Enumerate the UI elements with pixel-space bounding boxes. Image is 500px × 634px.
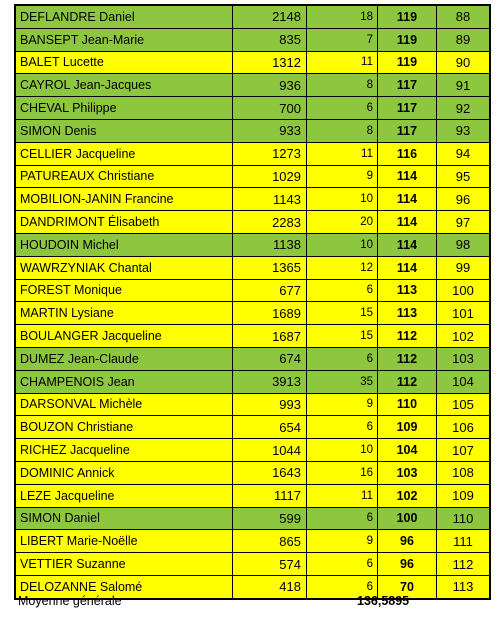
score-cell: 114 — [378, 256, 437, 279]
count-cell: 6 — [307, 575, 378, 598]
table-row — [15, 211, 490, 234]
rank-cell: 97 — [437, 211, 491, 234]
rank-cell: 96 — [437, 188, 491, 211]
table-row — [15, 393, 490, 416]
rank-cell: 90 — [437, 51, 491, 74]
rank-cell: 104 — [437, 370, 491, 393]
player-name-cell: BANSEPT Jean-Marie — [15, 28, 233, 51]
score-cell: 100 — [378, 507, 437, 530]
total-cell: 599 — [233, 507, 307, 530]
table-row — [15, 97, 490, 120]
table-row — [15, 302, 490, 325]
score-cell: 103 — [378, 461, 437, 484]
score-cell: 70 — [378, 575, 437, 598]
table-row — [15, 51, 490, 74]
player-name-cell: VETTIER Suzanne — [15, 553, 233, 576]
count-cell: 12 — [307, 256, 378, 279]
total-cell: 993 — [233, 393, 307, 416]
total-cell: 1689 — [233, 302, 307, 325]
total-cell: 1029 — [233, 165, 307, 188]
player-name-cell: CAYROL Jean-Jacques — [15, 74, 233, 97]
player-name-cell: PATUREAUX Christiane — [15, 165, 233, 188]
player-name-cell: SIMON Daniel — [15, 507, 233, 530]
player-name-cell: BALET Lucette — [15, 51, 233, 74]
player-name-cell: DUMEZ Jean-Claude — [15, 347, 233, 370]
player-name-cell: CELLIER Jacqueline — [15, 142, 233, 165]
total-cell: 677 — [233, 279, 307, 302]
player-name-cell: DOMINIC Annick — [15, 461, 233, 484]
total-cell: 574 — [233, 553, 307, 576]
score-cell: 96 — [378, 530, 437, 553]
rank-cell: 109 — [437, 484, 491, 507]
table-row — [15, 325, 490, 348]
count-cell: 9 — [307, 530, 378, 553]
table-row — [15, 188, 490, 211]
total-cell: 1365 — [233, 256, 307, 279]
count-cell: 6 — [307, 347, 378, 370]
total-cell: 2283 — [233, 211, 307, 234]
rank-cell: 91 — [437, 74, 491, 97]
table-row — [15, 142, 490, 165]
score-cell: 112 — [378, 325, 437, 348]
rank-cell: 95 — [437, 165, 491, 188]
count-cell: 6 — [307, 553, 378, 576]
table-row — [15, 165, 490, 188]
score-cell: 114 — [378, 211, 437, 234]
total-cell: 1143 — [233, 188, 307, 211]
total-cell: 674 — [233, 347, 307, 370]
table-row — [15, 507, 490, 530]
rank-cell: 99 — [437, 256, 491, 279]
count-cell: 15 — [307, 302, 378, 325]
score-cell: 119 — [378, 28, 437, 51]
count-cell: 6 — [307, 279, 378, 302]
player-name-cell: WAWRZYNIAK Chantal — [15, 256, 233, 279]
count-cell: 7 — [307, 28, 378, 51]
total-cell: 1117 — [233, 484, 307, 507]
player-name-cell: MOBILION-JANIN Francine — [15, 188, 233, 211]
total-cell: 936 — [233, 74, 307, 97]
score-cell: 116 — [378, 142, 437, 165]
total-cell: 1044 — [233, 439, 307, 462]
total-cell: 933 — [233, 119, 307, 142]
score-cell: 114 — [378, 165, 437, 188]
player-name-cell: LIBERT Marie-Noëlle — [15, 530, 233, 553]
player-name-cell: HOUDOIN Michel — [15, 233, 233, 256]
table-row — [15, 233, 490, 256]
rank-cell: 110 — [437, 507, 491, 530]
table-row — [15, 370, 490, 393]
count-cell: 20 — [307, 211, 378, 234]
table-row — [15, 347, 490, 370]
average-value: 136,5895 — [357, 594, 410, 608]
total-cell: 865 — [233, 530, 307, 553]
score-cell: 117 — [378, 97, 437, 120]
count-cell: 16 — [307, 461, 378, 484]
rank-cell: 108 — [437, 461, 491, 484]
count-cell: 6 — [307, 97, 378, 120]
table-row — [15, 74, 490, 97]
player-name-cell: DELOZANNE Salomé — [15, 575, 233, 598]
table-row — [15, 5, 490, 28]
table-row — [15, 28, 490, 51]
count-cell: 35 — [307, 370, 378, 393]
rank-cell: 105 — [437, 393, 491, 416]
ranking-table — [14, 4, 491, 600]
count-cell: 8 — [307, 119, 378, 142]
count-cell: 6 — [307, 507, 378, 530]
rank-cell: 106 — [437, 416, 491, 439]
score-cell: 102 — [378, 484, 437, 507]
score-cell: 113 — [378, 279, 437, 302]
rank-cell: 88 — [437, 5, 491, 28]
rank-cell: 112 — [437, 553, 491, 576]
count-cell: 9 — [307, 165, 378, 188]
rank-cell: 100 — [437, 279, 491, 302]
count-cell: 15 — [307, 325, 378, 348]
count-cell: 11 — [307, 51, 378, 74]
average-label: Moyenne générale — [18, 594, 122, 608]
rank-cell: 113 — [437, 575, 491, 598]
player-name-cell: MARTIN Lysiane — [15, 302, 233, 325]
rank-cell: 103 — [437, 347, 491, 370]
player-name-cell: CHAMPENOIS Jean — [15, 370, 233, 393]
score-cell: 113 — [378, 302, 437, 325]
rank-cell: 89 — [437, 28, 491, 51]
table-row — [15, 119, 490, 142]
total-cell: 1687 — [233, 325, 307, 348]
count-cell: 8 — [307, 74, 378, 97]
player-name-cell: RICHEZ Jacqueline — [15, 439, 233, 462]
total-cell: 700 — [233, 97, 307, 120]
table-row — [15, 416, 490, 439]
score-cell: 96 — [378, 553, 437, 576]
total-cell: 418 — [233, 575, 307, 598]
score-cell: 114 — [378, 233, 437, 256]
score-cell: 117 — [378, 74, 437, 97]
rank-cell: 101 — [437, 302, 491, 325]
count-cell: 10 — [307, 188, 378, 211]
player-name-cell: DEFLANDRE Daniel — [15, 5, 233, 28]
total-cell: 1273 — [233, 142, 307, 165]
ranking-body — [15, 5, 490, 599]
count-cell: 6 — [307, 416, 378, 439]
count-cell: 11 — [307, 484, 378, 507]
rank-cell: 92 — [437, 97, 491, 120]
score-cell: 104 — [378, 439, 437, 462]
rank-cell: 98 — [437, 233, 491, 256]
player-name-cell: DANDRIMONT Élisabeth — [15, 211, 233, 234]
rank-cell: 107 — [437, 439, 491, 462]
table-row — [15, 256, 490, 279]
count-cell: 10 — [307, 439, 378, 462]
score-cell: 112 — [378, 370, 437, 393]
total-cell: 3913 — [233, 370, 307, 393]
rank-cell: 93 — [437, 119, 491, 142]
player-name-cell: BOULANGER Jacqueline — [15, 325, 233, 348]
score-cell: 119 — [378, 51, 437, 74]
table-row — [15, 279, 490, 302]
score-cell: 119 — [378, 5, 437, 28]
count-cell: 11 — [307, 142, 378, 165]
player-name-cell: BOUZON Christiane — [15, 416, 233, 439]
rank-cell: 102 — [437, 325, 491, 348]
count-cell: 9 — [307, 393, 378, 416]
total-cell: 1138 — [233, 233, 307, 256]
rank-cell: 111 — [437, 530, 491, 553]
score-cell: 114 — [378, 188, 437, 211]
player-name-cell: LEZE Jacqueline — [15, 484, 233, 507]
total-cell: 1312 — [233, 51, 307, 74]
count-cell: 10 — [307, 233, 378, 256]
player-name-cell: FOREST Monique — [15, 279, 233, 302]
total-cell: 654 — [233, 416, 307, 439]
table-row — [15, 553, 490, 576]
score-cell: 110 — [378, 393, 437, 416]
total-cell: 835 — [233, 28, 307, 51]
table-row — [15, 439, 490, 462]
score-cell: 109 — [378, 416, 437, 439]
total-cell: 1643 — [233, 461, 307, 484]
score-cell: 117 — [378, 119, 437, 142]
player-name-cell: CHEVAL Philippe — [15, 97, 233, 120]
score-cell: 112 — [378, 347, 437, 370]
table-row — [15, 484, 490, 507]
player-name-cell: DARSONVAL Michèle — [15, 393, 233, 416]
table-row — [15, 461, 490, 484]
total-cell: 2148 — [233, 5, 307, 28]
table-row — [15, 530, 490, 553]
rank-cell: 94 — [437, 142, 491, 165]
count-cell: 18 — [307, 5, 378, 28]
player-name-cell: SIMON Denis — [15, 119, 233, 142]
